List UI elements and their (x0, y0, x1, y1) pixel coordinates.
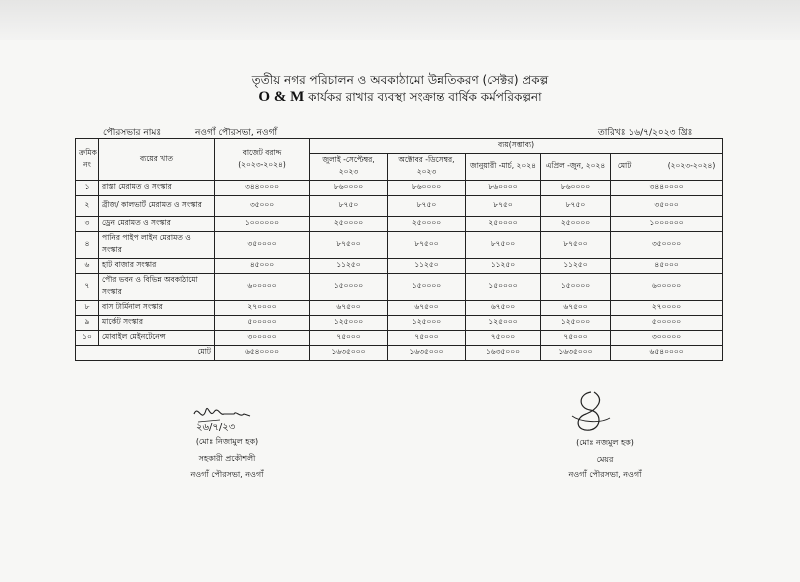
table-row (76, 217, 723, 232)
cell-q2: ৮৬০০০০ (388, 181, 466, 196)
header-serial: ক্রমিক নং (76, 139, 99, 181)
cell-q2: ১১২৫০ (388, 259, 466, 274)
table-row (76, 331, 723, 346)
cell-q4: ২৫০০০০ (541, 217, 611, 232)
table-row (76, 316, 723, 331)
grand-total-q4: ১৬৩৫০০০ (541, 346, 611, 361)
cell-q4: ১১২৫০ (541, 259, 611, 274)
grand-total-row (76, 346, 723, 361)
cell-budget: ৬০০০০০ (215, 274, 310, 301)
cell-q2: ৬৭৫০০ (388, 301, 466, 316)
grand-total-budget: ৬৫৪০০০০ (215, 346, 310, 361)
header-expense-group: ব্যয়(সম্ভাব্য) (310, 139, 723, 154)
cell-budget: ৫০০০০০ (215, 316, 310, 331)
cell-budget: ৩৫০০০ (215, 196, 310, 217)
cell-budget: ৩০০০০০ (215, 331, 310, 346)
signatory-right-office: নওগাঁ পৌরসভা, নওগাঁ (568, 470, 642, 479)
cell-budget: ৪৫০০০ (215, 259, 310, 274)
header-q1: জুলাই -সেপ্টেম্বর, ২০২৩ (310, 154, 388, 181)
header-total-year: (২০২৩-২০২৪) (667, 161, 716, 170)
cell-q4: ৬৭৫০০ (541, 301, 611, 316)
subtitle-prefix: O & M (258, 89, 305, 105)
cell-q3: ১১২৫০ (466, 259, 541, 274)
cell-total: ৩০০০০০ (611, 331, 723, 346)
header-budget: বাজেট বরাদ্দ (২০২৩-২০২৪) (215, 139, 310, 181)
cell-sl: ৪ (76, 232, 99, 259)
cell-sl: ২ (76, 196, 99, 217)
header-q3: জানুয়ারী -মার্চ, ২০২৪ (466, 154, 541, 181)
cell-q4: ৭৫০০০ (541, 331, 611, 346)
cell-total: ৩৫০০০ (611, 196, 723, 217)
cell-sl: ৮ (76, 301, 99, 316)
cell-q3: ১৫০০০০ (466, 274, 541, 301)
cell-item: ব্রীজ/ কালভার্ট মেরামত ও সংস্কার (99, 196, 215, 217)
cell-q2: ১৫০০০০ (388, 274, 466, 301)
cell-q4: ৮৬০০০০ (541, 181, 611, 196)
grand-total-q2: ১৬৩৫০০০ (388, 346, 466, 361)
cell-item: ড্রেন মেরামত ও সংস্কার (99, 217, 215, 232)
cell-budget: ১০০০০০০ (215, 217, 310, 232)
table-row (76, 196, 723, 217)
cell-sl: ৯ (76, 316, 99, 331)
cell-budget: ২৭০০০০ (215, 301, 310, 316)
cell-item: রাস্তা মেরামত ও সংস্কার (99, 181, 215, 196)
cell-q3: ৭৫০০০ (466, 331, 541, 346)
cell-q1: ১১২৫০ (310, 259, 388, 274)
cell-q2: ৮৭৫০০ (388, 232, 466, 259)
header-total (611, 154, 723, 181)
table-row (76, 181, 723, 196)
scan-shadow (0, 0, 800, 40)
cell-total: ২৭০০০০ (611, 301, 723, 316)
cell-sl: ৩ (76, 217, 99, 232)
signatory-right-designation: মেয়র (596, 455, 614, 464)
cell-q3: ৮৭৫০ (466, 196, 541, 217)
signatory-left-name: (মোঃ নিজামুল হক) (195, 437, 259, 446)
cell-budget: ৩৫০০০০ (215, 232, 310, 259)
cell-q2: ১২৫০০০ (388, 316, 466, 331)
cell-q4: ১২৫০০০ (541, 316, 611, 331)
cell-q3: ৬৭৫০০ (466, 301, 541, 316)
cell-item: মার্কেট সংস্কার (99, 316, 215, 331)
table-row (76, 232, 723, 259)
cell-q2: ৮৭৫০ (388, 196, 466, 217)
cell-item: মোবাইল মেইনটেনেন্স (99, 331, 215, 346)
table-row (76, 301, 723, 316)
cell-total: ৪৫০০০ (611, 259, 723, 274)
cell-q3: ২৫০০০০ (466, 217, 541, 232)
signatory-left-designation: সহকারী প্রকৌশলী (198, 454, 256, 463)
cell-sl: ৭ (76, 274, 99, 301)
cell-q1: ৮৭৫০০ (310, 232, 388, 259)
cell-budget: ৩৪৪০০০০ (215, 181, 310, 196)
signatory-right-name: (মোঃ নজমুল হক) (576, 438, 634, 447)
cell-q1: ৭৫০০০ (310, 331, 388, 346)
cell-sl: ১০ (76, 331, 99, 346)
document-title: তৃতীয় নগর পরিচালন ও অবকাঠামো উন্নতিকরণ (সেক্টর) প্রকল্প (251, 73, 549, 87)
header-q4: এপ্রিল -জুন, ২০২৪ (541, 154, 611, 181)
cell-total: ৬০০০০০ (611, 274, 723, 301)
cell-total: ৩৪৪০০০০ (611, 181, 723, 196)
cell-item: পৌর ভবন ও বিভিন্ন অবকাঠামো সংস্কার (99, 274, 215, 301)
cell-q4: ৮৭৫০০ (541, 232, 611, 259)
municipality-label: পৌরসভার নামঃ (103, 128, 162, 138)
grand-total-sum: ৬৫৪০০০০ (611, 346, 723, 361)
cell-q1: ২৫০০০০ (310, 217, 388, 232)
cell-total: ৩৫০০০০ (611, 232, 723, 259)
cell-q1: ১২৫০০০ (310, 316, 388, 331)
signature-right (566, 388, 616, 436)
header-total-label: মোট (617, 161, 632, 170)
cell-q2: ৭৫০০০ (388, 331, 466, 346)
document-subtitle (0, 89, 800, 109)
grand-total-label: মোট (76, 346, 215, 361)
plan-table (75, 138, 723, 361)
cell-item: পানির পাইপ লাইন মেরামত ও সংস্কার (99, 232, 215, 259)
signature-left-date: ২৬/৭/২৩ (196, 422, 236, 433)
header-item: ব্যয়ের খাত (99, 139, 215, 181)
cell-item: হাট বাজার সংস্কার (99, 259, 215, 274)
cell-total: ৫০০০০০ (611, 316, 723, 331)
municipality-name: নওগাঁ পৌরসভা, নওগাঁ (195, 128, 278, 138)
cell-sl: ৬ (76, 259, 99, 274)
cell-q1: ৮৭৫০ (310, 196, 388, 217)
header-q2: অক্টোবর -ডিসেম্বর, ২০২৩ (388, 154, 466, 181)
grand-total-q3: ১৬৩৫০০০ (466, 346, 541, 361)
cell-q3: ৮৭৫০০ (466, 232, 541, 259)
cell-q2: ২৫০০০০ (388, 217, 466, 232)
signatory-left-office: নওগাঁ পৌরসভা, নওগাঁ (190, 470, 264, 479)
cell-q4: ৮৭৫০ (541, 196, 611, 217)
document-date: তারিখঃ ১৬/৭/২০২৩ খ্রিঃ (598, 128, 693, 138)
subtitle-text: কার্যকর রাখার ব্যবস্থা সংক্রান্ত বার্ষিক কর্মপরিকল্পনা (308, 90, 542, 104)
cell-total: ১০০০০০০ (611, 217, 723, 232)
table-row (76, 274, 723, 301)
cell-item: বাস টার্মিনাল সংস্কার (99, 301, 215, 316)
table-row (76, 259, 723, 274)
cell-q3: ১২৫০০০ (466, 316, 541, 331)
cell-q1: ১৫০০০০ (310, 274, 388, 301)
cell-q1: ৮৬০০০০ (310, 181, 388, 196)
cell-q4: ১৫০০০০ (541, 274, 611, 301)
cell-q1: ৬৭৫০০ (310, 301, 388, 316)
cell-q3: ৮৬০০০০ (466, 181, 541, 196)
grand-total-q1: ১৬৩৫০০০ (310, 346, 388, 361)
cell-sl: ১ (76, 181, 99, 196)
